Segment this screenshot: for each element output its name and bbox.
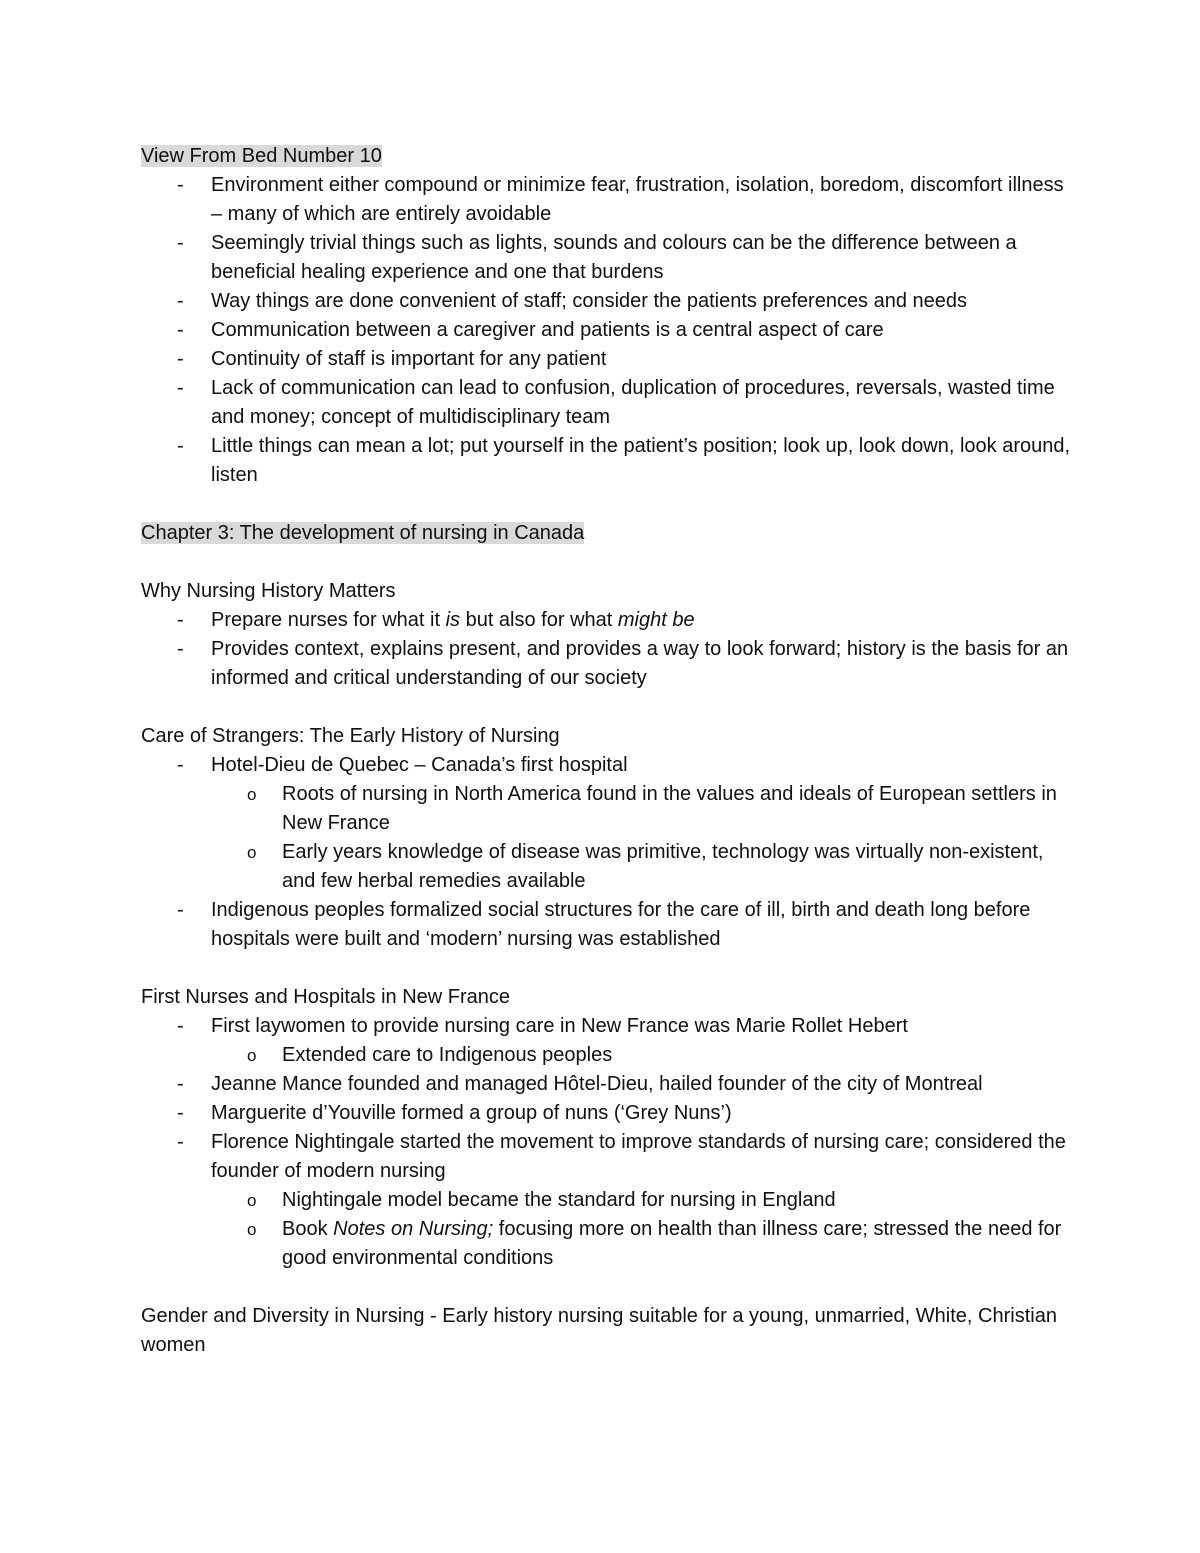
dash-marker: - <box>177 754 184 776</box>
list-item-text: Hotel-Dieu de Quebec – Canada’s first hospital <box>211 754 628 776</box>
list-item <box>141 432 1071 490</box>
list-item <box>141 896 1071 954</box>
dash-marker: - <box>177 290 184 312</box>
italic-text: is <box>445 609 461 631</box>
sub-list-item <box>141 1215 1071 1273</box>
list-item <box>141 1070 1071 1099</box>
sub-item-text: Roots of nursing in North America found in the values and ideals of European settlers in New France <box>282 783 1057 834</box>
list-item <box>141 751 1071 780</box>
list-item <box>141 229 1071 287</box>
circle-bullet-marker: o <box>247 1220 257 1239</box>
list-item <box>141 1012 1071 1041</box>
sub-item-text: Extended care to Indigenous peoples <box>282 1044 613 1066</box>
section-heading-strangers: Care of Strangers: The Early History of Nursing <box>141 725 560 747</box>
dash-marker: - <box>177 899 184 921</box>
italic-text: Notes on Nursing; <box>333 1218 494 1240</box>
sub-list-item <box>141 780 1071 838</box>
text-run: Book <box>282 1218 334 1240</box>
spacer <box>141 693 1071 722</box>
sub-list-item <box>141 1186 1071 1215</box>
list-item <box>141 345 1071 374</box>
sub-item-text: Early years knowledge of disease was primitive, technology was virtually non-existent, and few herbal remedies available <box>282 841 1044 892</box>
list-item-text: Continuity of staff is important for any patient <box>211 348 607 370</box>
spacer <box>141 954 1071 983</box>
circle-bullet-marker: o <box>247 785 257 804</box>
text-run: but also for what <box>460 609 618 631</box>
list-item <box>141 374 1071 432</box>
dash-marker: - <box>177 609 184 631</box>
list-item <box>141 287 1071 316</box>
dash-marker: - <box>177 1131 184 1153</box>
list-item <box>141 171 1071 229</box>
list-item-text: Little things can mean a lot; put yourself in the patient’s position; look up, look down, look around, listen <box>211 435 1071 486</box>
dash-marker: - <box>177 319 184 341</box>
circle-bullet-marker: o <box>247 1046 257 1065</box>
highlighted-heading: View From Bed Number 10 <box>141 145 382 167</box>
dash-marker: - <box>177 1073 184 1095</box>
dash-marker: - <box>177 1015 184 1037</box>
section-heading-bed10 <box>141 142 1071 171</box>
list-item <box>141 1128 1071 1186</box>
list-item-text: Provides context, explains present, and provides a way to look forward; history is the basis for an informed and critical understanding of our society <box>211 638 1069 689</box>
section-heading-first-nurses: First Nurses and Hospitals in New France <box>141 986 511 1008</box>
sub-list-item <box>141 838 1071 896</box>
list-item <box>141 316 1071 345</box>
italic-text: might be <box>617 609 695 631</box>
dash-marker: - <box>177 232 184 254</box>
circle-bullet-marker: o <box>247 1191 257 1210</box>
text-run: focusing more on health than illness care; stressed the need for good environmental conditions <box>282 1218 1062 1269</box>
dash-marker: - <box>177 348 184 370</box>
list-item-text: Jeanne Mance founded and managed Hôtel-Dieu, hailed founder of the city of Montreal <box>211 1073 983 1095</box>
dash-marker: - <box>177 435 184 457</box>
chapter-heading <box>141 519 1071 548</box>
list-item-text: Environment either compound or minimize fear, frustration, isolation, boredom, discomfort illness – many of which are entirely avoidable <box>211 174 1064 225</box>
dash-marker: - <box>177 174 184 196</box>
list-item-text: Communication between a caregiver and patients is a central aspect of care <box>211 319 884 341</box>
dash-marker: - <box>177 1102 184 1124</box>
list-item <box>141 606 1071 635</box>
list-item-text: First laywomen to provide nursing care in New France was Marie Rollet Hebert <box>211 1015 908 1037</box>
highlighted-heading: Chapter 3: The development of nursing in Canada <box>141 522 585 544</box>
spacer <box>141 1273 1071 1302</box>
dash-marker: - <box>177 377 184 399</box>
list-item-text: Florence Nightingale started the movement to improve standards of nursing care; considered the founder of modern nursing <box>211 1131 1066 1182</box>
list-item-text: Lack of communication can lead to confusion, duplication of procedures, reversals, wasted time and money; concept of multidisciplinary team <box>211 377 1055 428</box>
sub-list-item <box>141 1041 1071 1070</box>
list-item <box>141 1099 1071 1128</box>
list-item-text: Indigenous peoples formalized social structures for the care of ill, birth and death long before hospitals were built and ‘modern’ nursing was established <box>211 899 1031 950</box>
spacer <box>141 548 1071 577</box>
circle-bullet-marker: o <box>247 843 257 862</box>
text-run: Prepare nurses for what it <box>211 609 446 631</box>
gender-diversity-paragraph: Gender and Diversity in Nursing - Early history nursing suitable for a young, unmarried, White, Christian women <box>141 1305 1057 1356</box>
list-item-text: Marguerite d’Youville formed a group of nuns (‘Grey Nuns’) <box>211 1102 732 1124</box>
document-body <box>141 142 1071 1360</box>
list-item <box>141 635 1071 693</box>
list-item-text: Seemingly trivial things such as lights, sounds and colours can be the difference between a beneficial healing experience and one that burdens <box>211 232 1017 283</box>
list-item-text: Way things are done convenient of staff; consider the patients preferences and needs <box>211 290 968 312</box>
spacer <box>141 490 1071 519</box>
dash-marker: - <box>177 638 184 660</box>
sub-item-text: Nightingale model became the standard for nursing in England <box>282 1189 836 1211</box>
section-heading-why: Why Nursing History Matters <box>141 580 396 602</box>
